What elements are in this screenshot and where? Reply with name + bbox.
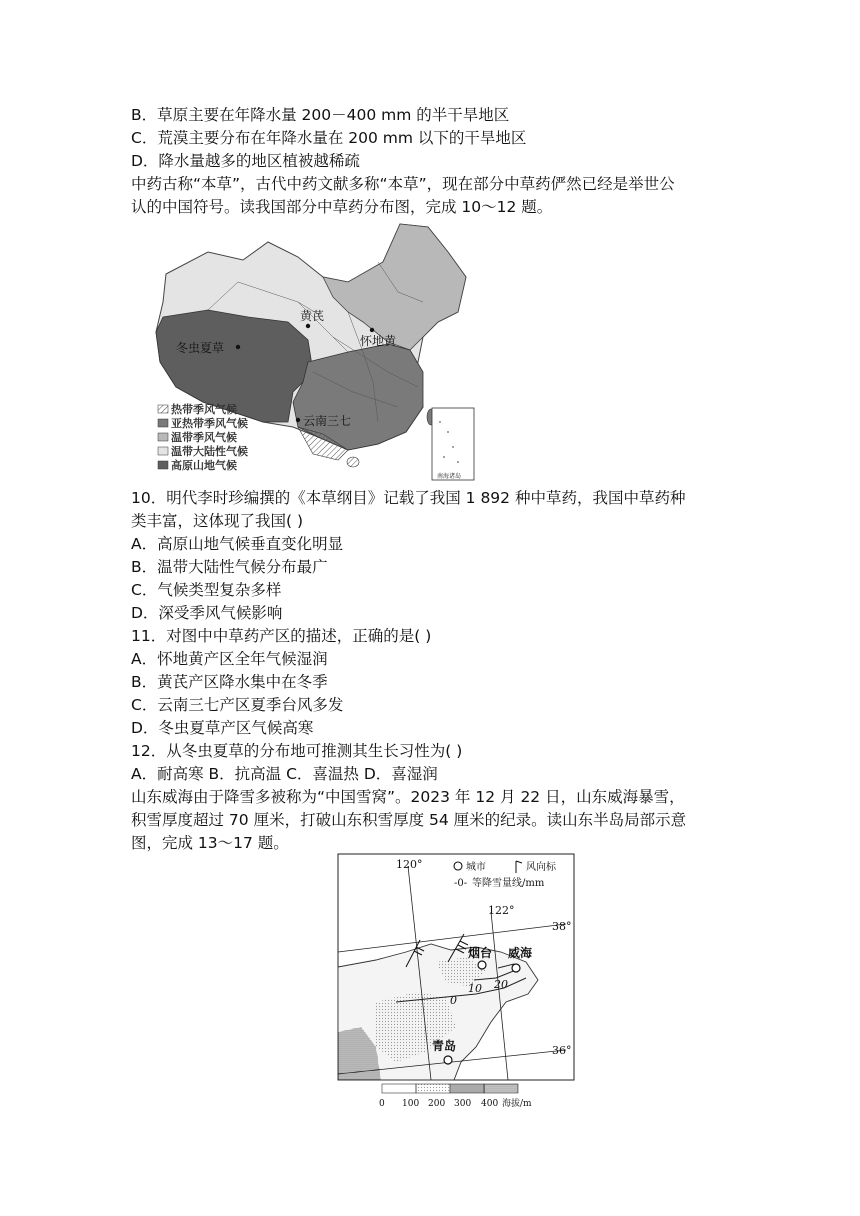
option-c: C．荒漠主要分布在年降水量在 200 mm 以下的干旱地区 (131, 129, 527, 147)
scale-tick-200: 200 (428, 1099, 446, 1108)
q12-stem: 12．从冬虫夏草的分布地可推测其生长习性为( ) (131, 742, 463, 760)
q12-options: A．耐高寒 B．抗高温 C．喜温热 D．喜湿润 (131, 765, 438, 783)
qingdao-label: 青岛 (432, 1039, 457, 1053)
q10-option-b: B．温带大陆性气候分布最广 (131, 558, 328, 576)
legend-isoline-sample: -0- (454, 878, 468, 889)
lat-38-label: 38° (552, 920, 572, 933)
q10-stem-line1: 10．明代李时珍编撰的《本草纲目》记载了我国 1 892 种中草药，我国中草药种 (131, 489, 686, 507)
sanqi-dot (296, 418, 300, 422)
huangqi-label: 黄芪 (300, 309, 325, 323)
scale-tick-0: 0 (379, 1099, 385, 1108)
map-legend (158, 402, 248, 472)
elevation-scale (379, 1084, 532, 1108)
huangqi-dot (306, 324, 310, 328)
lon-122-label: 122° (488, 904, 515, 917)
option-b: B．草原主要在年降水量 200－400 mm 的半干旱地区 (131, 106, 510, 124)
hainan-island (347, 457, 359, 467)
legend-wind-label: 风向标 (526, 862, 556, 873)
option-d: D．降水量越多的地区植被越稀疏 (131, 152, 360, 170)
shandong-peninsula-map (336, 852, 576, 1108)
scale-tick-300: 300 (454, 1099, 472, 1108)
sanqi-label: 云南三七 (303, 414, 352, 428)
legend-subtropical: 亚热带季风气候 (171, 417, 248, 430)
huaidihuang-label: 怀地黄 (360, 334, 397, 348)
scale-tick-400: 400 (481, 1099, 499, 1108)
q10-option-d: D．深受季风气候影响 (131, 604, 283, 622)
legend-temperate-monsoon: 温带季风气候 (171, 431, 237, 444)
q11-option-a: A．怀地黄产区全年气候湿润 (131, 650, 328, 668)
lat-36-label: 36° (552, 1044, 572, 1057)
legend-city-label: 城市 (466, 862, 486, 873)
huaidihuang-dot (370, 328, 374, 332)
q11-option-d: D．冬虫夏草产区气候高寒 (131, 719, 314, 737)
yantai-marker (478, 961, 486, 969)
shandong-paragraph-line2: 积雪厚度超过 70 厘米，打破山东积雪厚度 54 厘米的纪录。读山东半岛局部示意 (131, 811, 687, 829)
isoline-0-label: 0 (450, 994, 457, 1007)
intro-paragraph-line1: 中药古称“本草”，古代中药文献多称“本草”，现在部分中草药俨然已经是举世公 (131, 175, 675, 193)
legend-isoline-label: 等降雪量线/mm (472, 878, 545, 889)
south-china-sea-inset (432, 408, 474, 480)
inset-label: 南海诸岛 (437, 473, 462, 480)
q10-stem-line2: 类丰富，这体现了我国( ) (131, 512, 304, 530)
intro-paragraph-line2: 认的中国符号。读我国部分中草药分布图，完成 10～12 题。 (131, 198, 553, 216)
legend-plateau: 高原山地气候 (171, 459, 237, 472)
legend-tropical: 热带季风气候 (171, 403, 237, 416)
isoline-10-label: 10 (468, 982, 482, 995)
shandong-paragraph-line1: 山东威海由于降雪多被称为“中国雪窝”。2023 年 12 月 22 日，山东威海暴雪， (131, 788, 685, 806)
isoline-20-label: 20 (494, 978, 508, 991)
weihai-label: 威海 (508, 946, 533, 960)
q11-stem: 11．对图中中草药产区的描述，正确的是( ) (131, 627, 432, 645)
dongchong-dot (236, 345, 240, 349)
weihai-marker (512, 964, 520, 972)
shandong-paragraph-line3: 图，完成 13～17 题。 (131, 834, 289, 852)
scale-unit: 海拔/m (502, 1099, 532, 1108)
q11-option-c: C．云南三七产区夏季台风多发 (131, 696, 344, 714)
lon-120-label: 120° (396, 858, 423, 871)
scale-tick-100: 100 (402, 1099, 420, 1108)
dongchong-label: 冬虫夏草 (176, 341, 225, 355)
q11-option-b: B．黄芪产区降水集中在冬季 (131, 673, 328, 691)
legend-temperate-continental: 温带大陆性气候 (171, 445, 248, 458)
q10-option-c: C．气候类型复杂多样 (131, 581, 282, 599)
yantai-label: 烟台 (468, 946, 493, 960)
qingdao-marker (444, 1056, 452, 1064)
china-herb-map (148, 222, 478, 484)
q10-option-a: A．高原山地气候垂直变化明显 (131, 535, 344, 553)
